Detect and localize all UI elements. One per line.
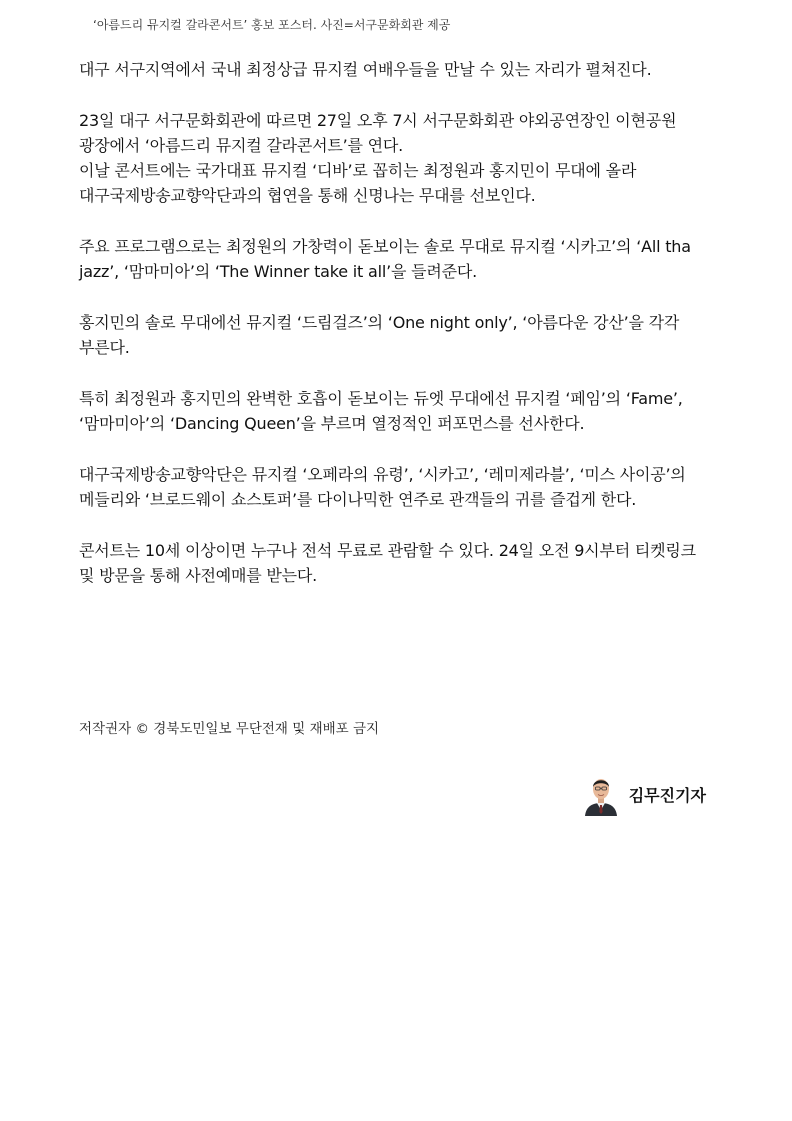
reporter-byline[interactable] [583, 772, 706, 816]
article-paragraph-1: 대구 서구지역에서 국내 최정상급 뮤지컬 여배우들을 만날 수 있는 자리가 펼쳐진다. [79, 60, 652, 79]
reporter-name[interactable]: 김무진기자 [628, 785, 706, 805]
article-paragraph-5: 홍지민의 솔로 무대에선 뮤지컬 ‘드림걸즈’의 ‘One night only’, ‘아름다운 강산’을 각각 부른다. [79, 313, 680, 357]
article-paragraph-3: 이날 콘서트에는 국가대표 뮤지컬 ‘디바’로 꼽히는 최정원과 홍지민이 무대에 올라 대구국제방송교향악단과의 협연을 통해 신명나는 무대를 선보인다. [79, 161, 637, 205]
article-paragraph-4: 주요 프로그램으로는 최정원의 가창력이 돋보이는 솔로 무대로 뮤지컬 ‘시카고’의 ‘All tha jazz’, ‘맘마미아’의 ‘The Winner take it all’을 들려준다. [79, 237, 691, 281]
reporter-avatar-icon[interactable] [583, 772, 619, 816]
article-paragraph-2: 23일 대구 서구문화회관에 따르면 27일 오후 7시 서구문화회관 야외공연장인 이현공원 광장에서 ‘아름드리 뮤지컬 갈라콘서트’를 연다. [79, 111, 677, 155]
article-paragraph-7: 대구국제방송교향악단은 뮤지컬 ‘오페라의 유령’, ‘시카고’, ‘레미제라블’, ‘미스 사이공’의 메들리와 ‘브로드웨이 쇼스토퍼’를 다이나믹한 연주로 관객들의 귀를 즐겁게 한다. [79, 465, 686, 509]
copyright-notice: 저작권자 © 경북도민일보 무단전재 및 재배포 금지 [79, 721, 380, 737]
article-body [79, 57, 715, 588]
article-paragraph-6: 특히 최정원과 홍지민의 완벽한 호흡이 돋보이는 듀엣 무대에선 뮤지컬 ‘페임’의 ‘Fame’, ‘맘마미아’의 ‘Dancing Queen’을 부르며 열정적인 퍼포먼스를 선사한다. [79, 389, 683, 433]
photo-caption: ‘아름드리 뮤지컬 갈라콘서트’ 홍보 포스터. 사진=서구문화회관 제공 [93, 18, 451, 32]
article-paragraph-8: 콘서트는 10세 이상이면 누구나 전석 무료로 관람할 수 있다. 24일 오전 9시부터 티켓링크 및 방문을 통해 사전예매를 받는다. [79, 541, 696, 585]
